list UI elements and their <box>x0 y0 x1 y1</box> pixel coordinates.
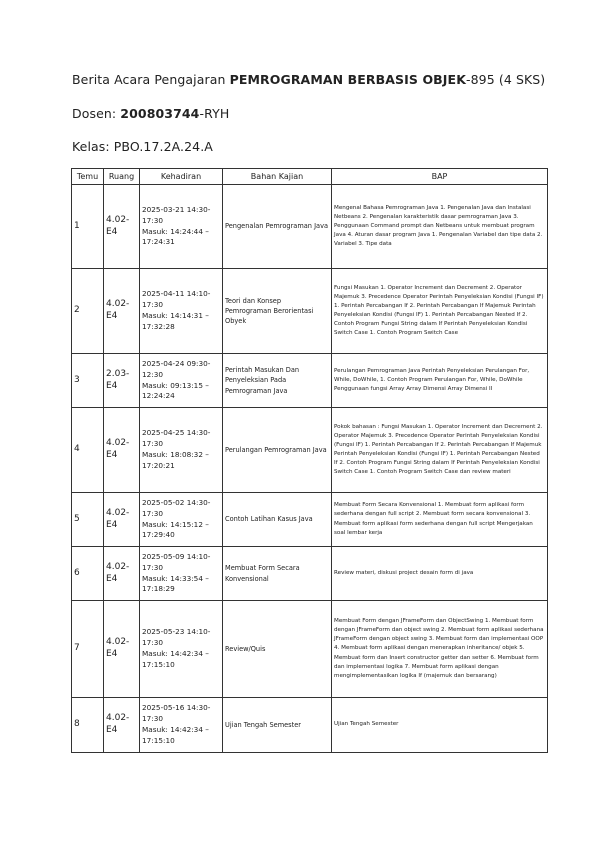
cell-ruang: 4.02-E4 <box>104 269 140 354</box>
cell-bahan-kajian: Pengenalan Pemrograman Java <box>223 185 332 269</box>
cell-bahan-kajian: Teori dan Konsep Pemrograman Berorientasi Obyek <box>223 269 332 354</box>
dosen-label: Dosen: <box>72 106 121 121</box>
kehadiran-jadwal: 2025-05-23 14:10-17:30 <box>142 627 211 648</box>
table-row <box>72 698 548 753</box>
cell-kehadiran <box>140 269 223 354</box>
cell-temu: 8 <box>72 698 104 753</box>
page-title <box>72 72 545 87</box>
cell-kehadiran <box>140 354 223 408</box>
table-row <box>72 354 548 408</box>
kehadiran-masuk: Masuk: 14:33:54 – 17:18:29 <box>142 573 209 594</box>
cell-bap: Membuat Form dengan JFrameForm dan ObjectSwing 1. Membuat form dengan JFrameForm dan object swing 2. Membuat form aplikasi sederhana JFrameForm dengan object swing 3. Membuat form dan implementasi OOP 4. Membuat form aplikasi dengan menerapkan inheritance/ objek 5. Membuat form dan Insert constructor getter dan setter 6. Membuat form dan implementasi logika 7. Membuat form aplikasi dengan mengimplementasikan logika If (majemuk dan bersarang) <box>332 601 548 698</box>
cell-ruang: 4.02-E4 <box>104 601 140 698</box>
cell-temu: 1 <box>72 185 104 269</box>
column-header-bahan-kajian: Bahan Kajian <box>223 169 332 185</box>
kehadiran-masuk: Masuk: 18:08:32 – 17:20:21 <box>142 450 209 470</box>
kehadiran-masuk: Masuk: 14:14:31 – 17:32:28 <box>142 311 209 331</box>
cell-ruang: 4.02-E4 <box>104 698 140 753</box>
cell-kehadiran <box>140 698 223 753</box>
table-body <box>72 185 548 753</box>
title-suffix: -895 (4 SKS) <box>466 72 546 87</box>
cell-temu: 6 <box>72 547 104 601</box>
table-row <box>72 185 548 269</box>
bap-table <box>71 168 548 753</box>
cell-kehadiran <box>140 547 223 601</box>
table-row <box>72 601 548 698</box>
cell-bap: Membuat Form Secara Konvensional 1. Membuat form aplikasi form sederhana dengan full script 2. Membuat form secara konvensional 3. Membuat form aplikasi form sederhana dengan full script Mengerjakan soal lembar kerja <box>332 493 548 547</box>
kehadiran-masuk: Masuk: 14:15:12 – 17:29:40 <box>142 519 209 540</box>
kehadiran-jadwal: 2025-05-02 14:30-17:30 <box>142 497 211 518</box>
kehadiran-jadwal: 2025-05-16 14:30-17:30 <box>142 703 211 724</box>
cell-bahan-kajian: Membuat Form Secara Konvensional <box>223 547 332 601</box>
table-row <box>72 493 548 547</box>
cell-temu: 7 <box>72 601 104 698</box>
table-row <box>72 269 548 354</box>
course-name: PEMROGRAMAN BERBASIS OBJEK <box>229 72 466 87</box>
kehadiran-jadwal: 2025-04-25 14:30-17:30 <box>142 428 211 449</box>
dosen-suffix: -RYH <box>199 106 230 121</box>
cell-temu: 2 <box>72 269 104 354</box>
column-header-ruang: Ruang <box>104 169 140 185</box>
cell-temu: 5 <box>72 493 104 547</box>
kehadiran-masuk: Masuk: 14:42:34 – 17:15:10 <box>142 725 209 745</box>
kehadiran-masuk: Masuk: 14:42:34 – 17:15:10 <box>142 649 209 669</box>
cell-bap: Fungsi Masukan 1. Operator Increment dan Decrement 2. Operator Majemuk 3. Precedence Operator Perintah Penyeleksian Kondisi (Fungsi IF) 1. Perintah Percabangan If 2. Perintah Percabangan If Majemuk Perintah Penyeleksian Kondisi (Fungsi IF) 1. Perintah Percabangan Nested If 2. Contoh Program Fungsi String dalam If Perintah Penyeleksian Kondisi Switch Case 1. Contoh Program Switch Case <box>332 269 548 354</box>
table-row <box>72 547 548 601</box>
cell-bap: Pokok bahasan : Fungsi Masukan 1. Operator Increment dan Decrement 2. Operator Majemuk 3. Precedence Operator Perintah Penyeleksian Kondisi (Fungsi IF) 1. Perintah Percabangan If 2. Perintah Percabangan If Majemuk Perintah Penyeleksian Kondisi (Fungsi IF) 1. Perintah Percabangan Nested If 2. Contoh Program Fungsi String dalam If Perintah Penyeleksian Kondisi Switch Case 1. Contoh Program Switch Case dan review materi <box>332 408 548 493</box>
cell-kehadiran <box>140 493 223 547</box>
dosen-id: 200803744 <box>120 106 200 121</box>
kelas-line: Kelas: PBO.17.2A.24.A <box>72 139 213 154</box>
table-row <box>72 408 548 493</box>
title-prefix: Berita Acara Pengajaran <box>72 72 230 87</box>
cell-bap: Ujian Tengah Semester <box>332 698 548 753</box>
column-header-bap: BAP <box>332 169 548 185</box>
cell-bap: Review materi, diskusi project desain form di java <box>332 547 548 601</box>
column-header-kehadiran: Kehadiran <box>140 169 223 185</box>
cell-ruang: 4.02-E4 <box>104 185 140 269</box>
kehadiran-jadwal: 2025-03-21 14:30-17:30 <box>142 204 211 225</box>
kehadiran-masuk: Masuk: 09:13:15 – 12:24:24 <box>142 380 209 401</box>
cell-temu: 4 <box>72 408 104 493</box>
cell-bahan-kajian: Perintah Masukan Dan Penyeleksian Pada Pemrograman Java <box>223 354 332 408</box>
cell-bahan-kajian: Contoh Latihan Kasus Java <box>223 493 332 547</box>
column-header-temu: Temu <box>72 169 104 185</box>
table-header-row <box>72 169 548 185</box>
cell-temu: 3 <box>72 354 104 408</box>
cell-kehadiran <box>140 185 223 269</box>
cell-bahan-kajian: Ujian Tengah Semester <box>223 698 332 753</box>
cell-bahan-kajian: Review/Quis <box>223 601 332 698</box>
cell-bap: Mengenal Bahasa Pemrograman Java 1. Pengenalan Java dan Instalasi Netbeans 2. Pengenalan karakteristik dasar pemrograman Java 3. Penggunaan Command prompt dan Netbeans untuk membuat program Java 4. Aturan dasar program Java 1. Pengenalan Variabel dan tipe data 2. Variabel 3. Tipe data <box>332 185 548 269</box>
kehadiran-masuk: Masuk: 14:24:44 – 17:24:31 <box>142 226 209 247</box>
cell-bahan-kajian: Perulangan Pemrograman Java <box>223 408 332 493</box>
kehadiran-jadwal: 2025-04-24 09:30-12:30 <box>142 358 211 379</box>
cell-ruang: 2.03-E4 <box>104 354 140 408</box>
kehadiran-jadwal: 2025-05-09 14:10-17:30 <box>142 551 211 572</box>
cell-ruang: 4.02-E4 <box>104 493 140 547</box>
cell-ruang: 4.02-E4 <box>104 547 140 601</box>
cell-ruang: 4.02-E4 <box>104 408 140 493</box>
cell-bap: Perulangan Pemrograman Java Perintah Penyeleksian Perulangan For, While, DoWhile, 1. Contoh Program Perulangan For, While, DoWhile Penggunaan fungsi Array Array Dimensi Array Dimensi II <box>332 354 548 408</box>
kehadiran-jadwal: 2025-04-11 14:10-17:30 <box>142 289 211 310</box>
dosen-line <box>72 106 229 121</box>
cell-kehadiran <box>140 601 223 698</box>
cell-kehadiran <box>140 408 223 493</box>
